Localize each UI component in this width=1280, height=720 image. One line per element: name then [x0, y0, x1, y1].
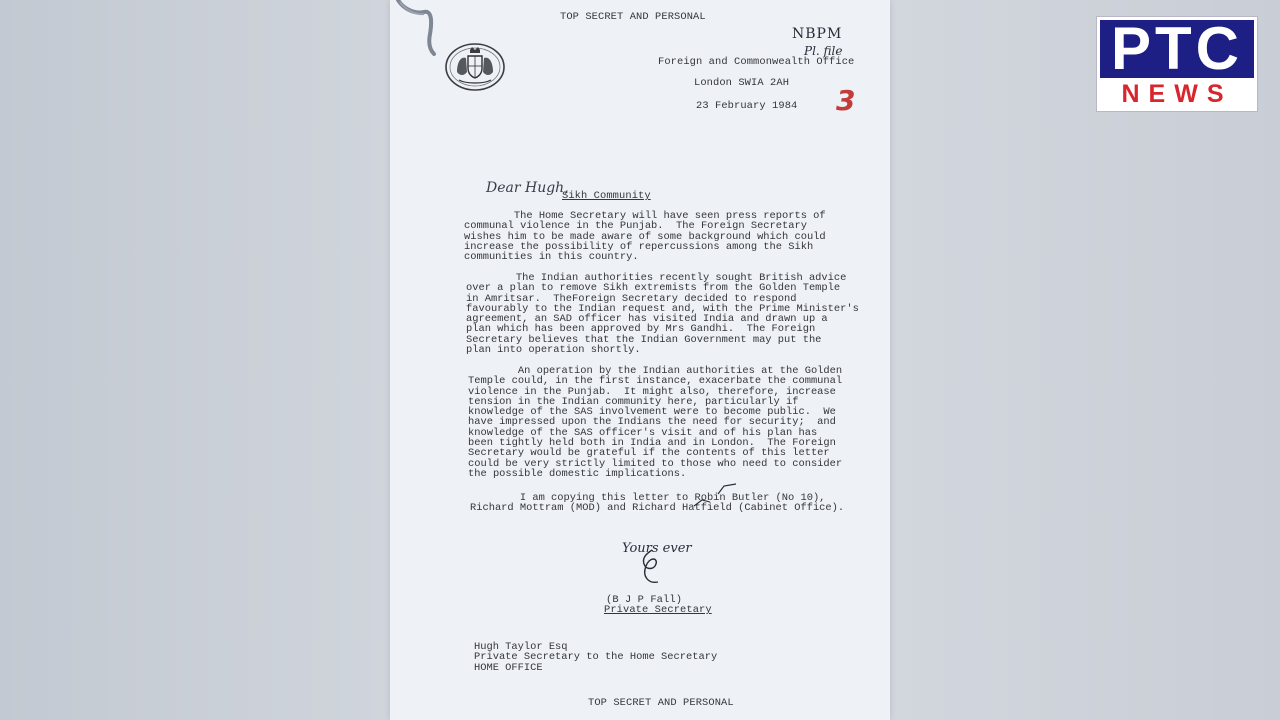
- logo-top-text: PTC: [1100, 20, 1254, 78]
- paragraph-4: I am copying this letter to Robin Butler (No 10), Richard Mottram (MOD) and Richard Hatfield (Cabinet Office).: [470, 492, 845, 515]
- tick-mark-icon: [716, 482, 740, 498]
- letter-date: 23 February 1984: [696, 100, 798, 112]
- paragraph-2: The Indian authorities recently sought British advice over a plan to remove Sikh extremists from the Golden Temple in Amritsar. TheForeign Secretary decided to respond favourably to the Indian request and, with the Prime Minister's agreement, an SAD officer has visited India and drawn up a plan which has been approved by Mrs Gandhi. The Foreign Secretary believes that the Indian Government may put the plan into operation shortly.: [466, 272, 859, 357]
- letter-document: [390, 0, 890, 720]
- handwritten-signature-icon: [610, 520, 680, 588]
- salutation: Dear Hugh,: [486, 180, 569, 196]
- royal-coat-of-arms-icon: [444, 42, 506, 92]
- paragraph-3: An operation by the Indian authorities at the Golden Temple could, in the first instance, exacerbate the communal violence in the Punjab. It might also, therefore, increase tension in the Indian community here, particularly if knowledge of the SAS involvement were to become public. We have impressed upon the Indians the need for security; and knowledge of the SAS officer's visit and of his plan has been tightly held both in India and in London. The Foreign Secretary would be grateful if the contents of this letter could be very strictly limited to those who need to consider the possible domestic implications.: [468, 365, 843, 480]
- sender-office: Foreign and Commonwealth Office: [658, 56, 855, 68]
- annotation-file: Pl. file: [804, 44, 843, 58]
- classification-footer: TOP SECRET AND PERSONAL: [588, 697, 734, 709]
- logo-bottom-text: NEWS: [1121, 80, 1233, 108]
- sender-address: London SWIA 2AH: [694, 77, 790, 89]
- tick-mark-icon: [692, 496, 712, 512]
- classification-header: TOP SECRET AND PERSONAL: [560, 11, 706, 23]
- signatory-name: (B J P Fall): [606, 594, 683, 606]
- signoff: Yours ever: [622, 541, 692, 556]
- letter-subject: Sikh Community: [562, 190, 651, 202]
- recipient-block: Hugh Taylor Esq Private Secretary to the Home Secretary HOME OFFICE: [474, 641, 718, 674]
- paragraph-1: The Home Secretary will have seen press reports of communal violence in the Punjab. The Foreign Secretary wishes him to be made aware of some background which could increase the possibility of repercussions among the Sikh communities in this country.: [464, 210, 826, 264]
- signatory-title: Private Secretary: [604, 604, 712, 616]
- ptc-news-logo: [1096, 16, 1258, 112]
- folio-number: 3: [836, 84, 856, 117]
- background-left: [0, 0, 390, 720]
- annotation-nbpm: NBPM: [792, 26, 843, 42]
